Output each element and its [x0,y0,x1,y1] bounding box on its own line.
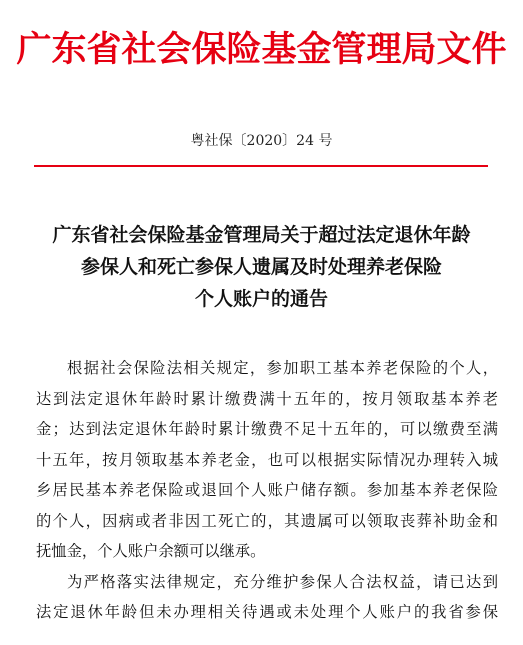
notice-title [0,219,523,315]
paragraph-line: 金；达到法定退休年龄时累计缴费不足十五年的，可以缴费至满 [36,420,498,438]
paragraph-line: 根据社会保险法相关规定，参加职工基本养老保险的个人， [67,359,498,377]
document-header-title: 广东省社会保险基金管理局文件 [16,29,507,70]
body-text [36,353,498,628]
document-number: 粤社保〔2020〕24 号 [190,133,333,149]
notice-title-line: 个人账户的通告 [194,288,328,310]
paragraph-line: 抚恤金，个人账户余额可以继承。 [36,542,266,560]
paragraph-line: 十五年，按月领取基本养老金，也可以根据实际情况办理转入城 [36,450,498,469]
red-divider-line [34,165,488,167]
notice-title-line: 参保人和死亡参保人遗属及时处理养老保险 [80,256,442,278]
paragraph-line: 法定退休年龄但未办理相关待遇或未处理个人账户的我省参保 [36,603,498,621]
paragraph-line: 达到法定退休年龄时累计缴费满十五年的，按月领取基本养老 [36,389,498,408]
paragraph-line: 为严格落实法律规定，充分维护参保人合法权益，请已达到 [67,572,498,591]
paragraph-line: 的个人，因病或者非因工死亡的，其遗属可以领取丧葬补助金和 [36,511,498,530]
paragraph-2 [36,567,498,628]
paragraph-line: 乡居民基本养老保险或退回个人账户储存额。参加基本养老保险 [36,481,498,499]
paragraph-1 [36,353,498,567]
notice-title-line: 广东省社会保险基金管理局关于超过法定退休年龄 [52,224,471,246]
